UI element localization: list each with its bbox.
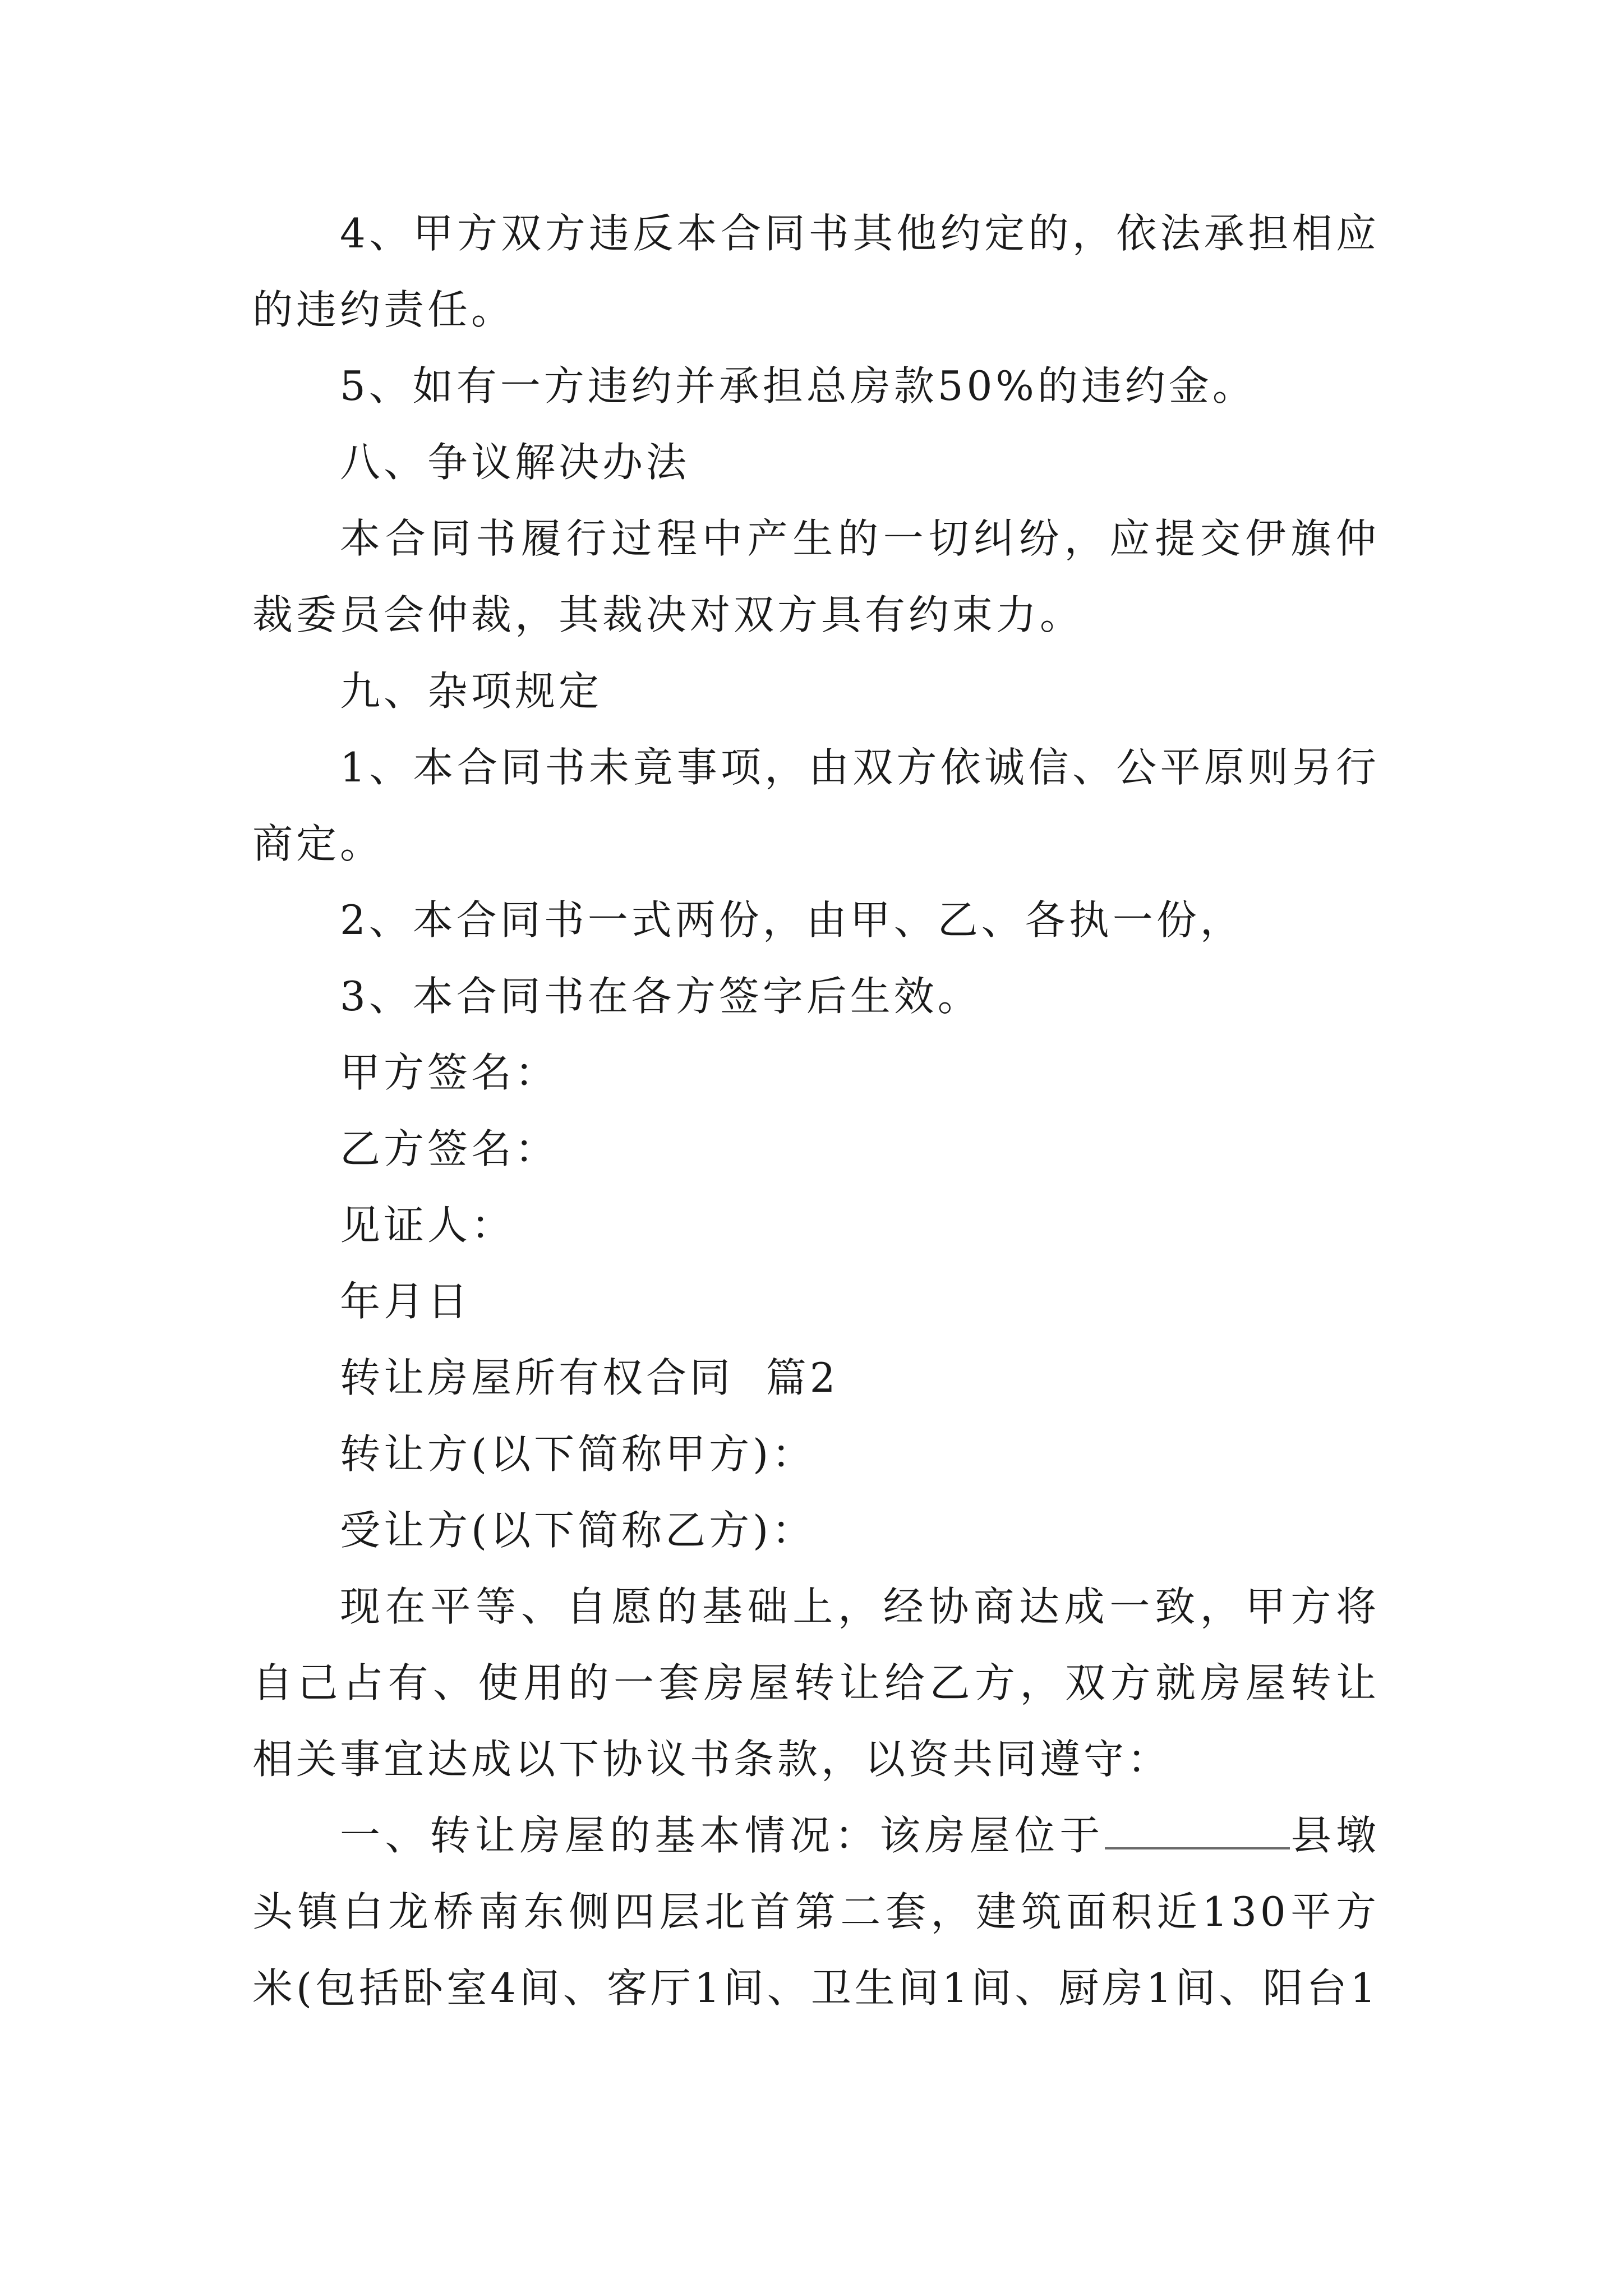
paragraph-preamble: 现在平等、自愿的基础上，经协商达成一致，甲方将自己占有、使用的一套房屋转让给乙方，双方就房屋转让相关事宜达成以下协议书条款，以资共同遵守： <box>252 1583 1380 1783</box>
paragraph-clause-5: 5、如有一方违约并承担总房款50%的违约金。 <box>340 362 1256 409</box>
section-heading-misc: 九、杂项规定 <box>340 668 603 715</box>
paragraph-dispute: 本合同书履行过程中产生的一切纠纷，应提交伊旗仲裁委员会仲裁，其裁决对双方具有约束力。 <box>252 515 1380 638</box>
section-heading-dispute: 八、争议解决办法 <box>340 439 690 486</box>
paragraph-misc-2: 2、本合同书一式两份，由甲、乙、各执一份， <box>340 896 1244 944</box>
house-info-text-end: 县墩头镇白龙桥南东侧四层北首第二套，建筑面积近130平方米(包括卧室4间、客厅1间、卫生间1间、厨房1间、阳台1 <box>252 1812 1380 2012</box>
contract-title-part-2: 转让房屋所有权合同 篇2 <box>340 1354 839 1401</box>
date-line: 年月日 <box>340 1278 472 1325</box>
paragraph-misc-3: 3、本合同书在各方签字后生效。 <box>340 973 981 1020</box>
signature-party-a: 甲方签名： <box>340 1049 559 1096</box>
paragraph-house-info <box>252 1797 1380 2026</box>
house-info-text-start: 一、转让房屋的基本情况：该房屋位于 <box>340 1812 1105 1859</box>
transferee-line: 受让方(以下简称乙方)： <box>340 1507 816 1554</box>
location-blank-line <box>1105 1814 1290 1849</box>
paragraph-clause-4: 4、甲方双方违反本合同书其他约定的，依法承担相应的违约责任。 <box>252 210 1380 333</box>
document-body <box>252 195 1380 2026</box>
transferor-line: 转让方(以下简称甲方)： <box>340 1430 816 1478</box>
signature-party-b: 乙方签名： <box>340 1125 559 1172</box>
paragraph-misc-1: 1、本合同书未竟事项，由双方依诚信、公平原则另行商定。 <box>252 744 1380 867</box>
witness-line: 见证人： <box>340 1202 515 1249</box>
